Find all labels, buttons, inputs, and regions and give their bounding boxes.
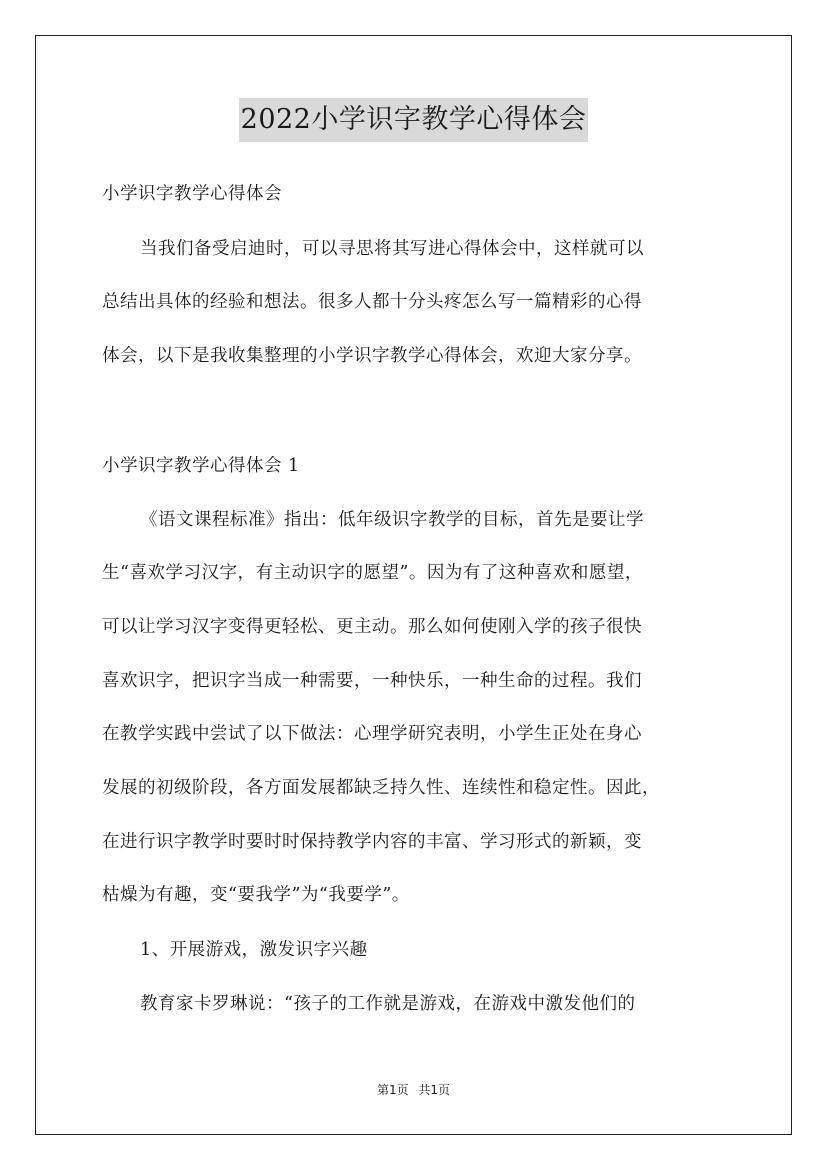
page-footer [0,1082,827,1098]
paragraph-line: 可以让学习汉字变得更轻松、更主动。那么如何使刚入学的孩子很快 [102,617,642,637]
document-title: 2022小学识字教学心得体会 [239,98,589,142]
paragraph-line: 枯燥为有趣，变“要我学”为“我要学”。 [102,885,410,905]
title-container [0,98,827,142]
paragraph-line: 喜欢识字，把识字当成一种需要，一种快乐，一种生命的过程。我们 [102,671,642,691]
paragraph-line: 当我们备受启迪时，可以寻思将其写进心得体会中，这样就可以 [140,239,644,259]
paragraph-line: 生“喜欢学习汉字，有主动识字的愿望”。因为有了这种喜欢和愿望， [102,563,643,583]
paragraph-line: 《语文课程标准》指出：低年级识字教学的目标，首先是要让学 [140,510,644,530]
paragraph-line: 总结出具体的经验和想法。很多人都十分头疼怎么写一篇精彩的心得 [102,292,642,312]
paragraph-line: 发展的初级阶段，各方面发展都缺乏持久性、连续性和稳定性。因此， [102,778,660,798]
section-heading: 小学识字教学心得体会 1 [102,456,300,476]
paragraph-line: 教育家卡罗琳说：“孩子的工作就是游戏，在游戏中激发他们的 [140,994,636,1014]
paragraph-line: 体会，以下是我收集整理的小学识字教学心得体会，欢迎大家分享。 [102,346,642,366]
page-number-total: 共1页 [418,1083,451,1097]
subtitle-line: 小学识字教学心得体会 [102,184,282,204]
paragraph-line: 在教学实践中尝试了以下做法：心理学研究表明，小学生正处在身心 [102,724,642,744]
paragraph-line: 在进行识字教学时要时时保持教学内容的丰富、学习形式的新颖，变 [102,832,642,852]
list-item-heading: 1、开展游戏，激发识字兴趣 [140,940,368,960]
page-number-current: 第1页 [376,1083,409,1097]
